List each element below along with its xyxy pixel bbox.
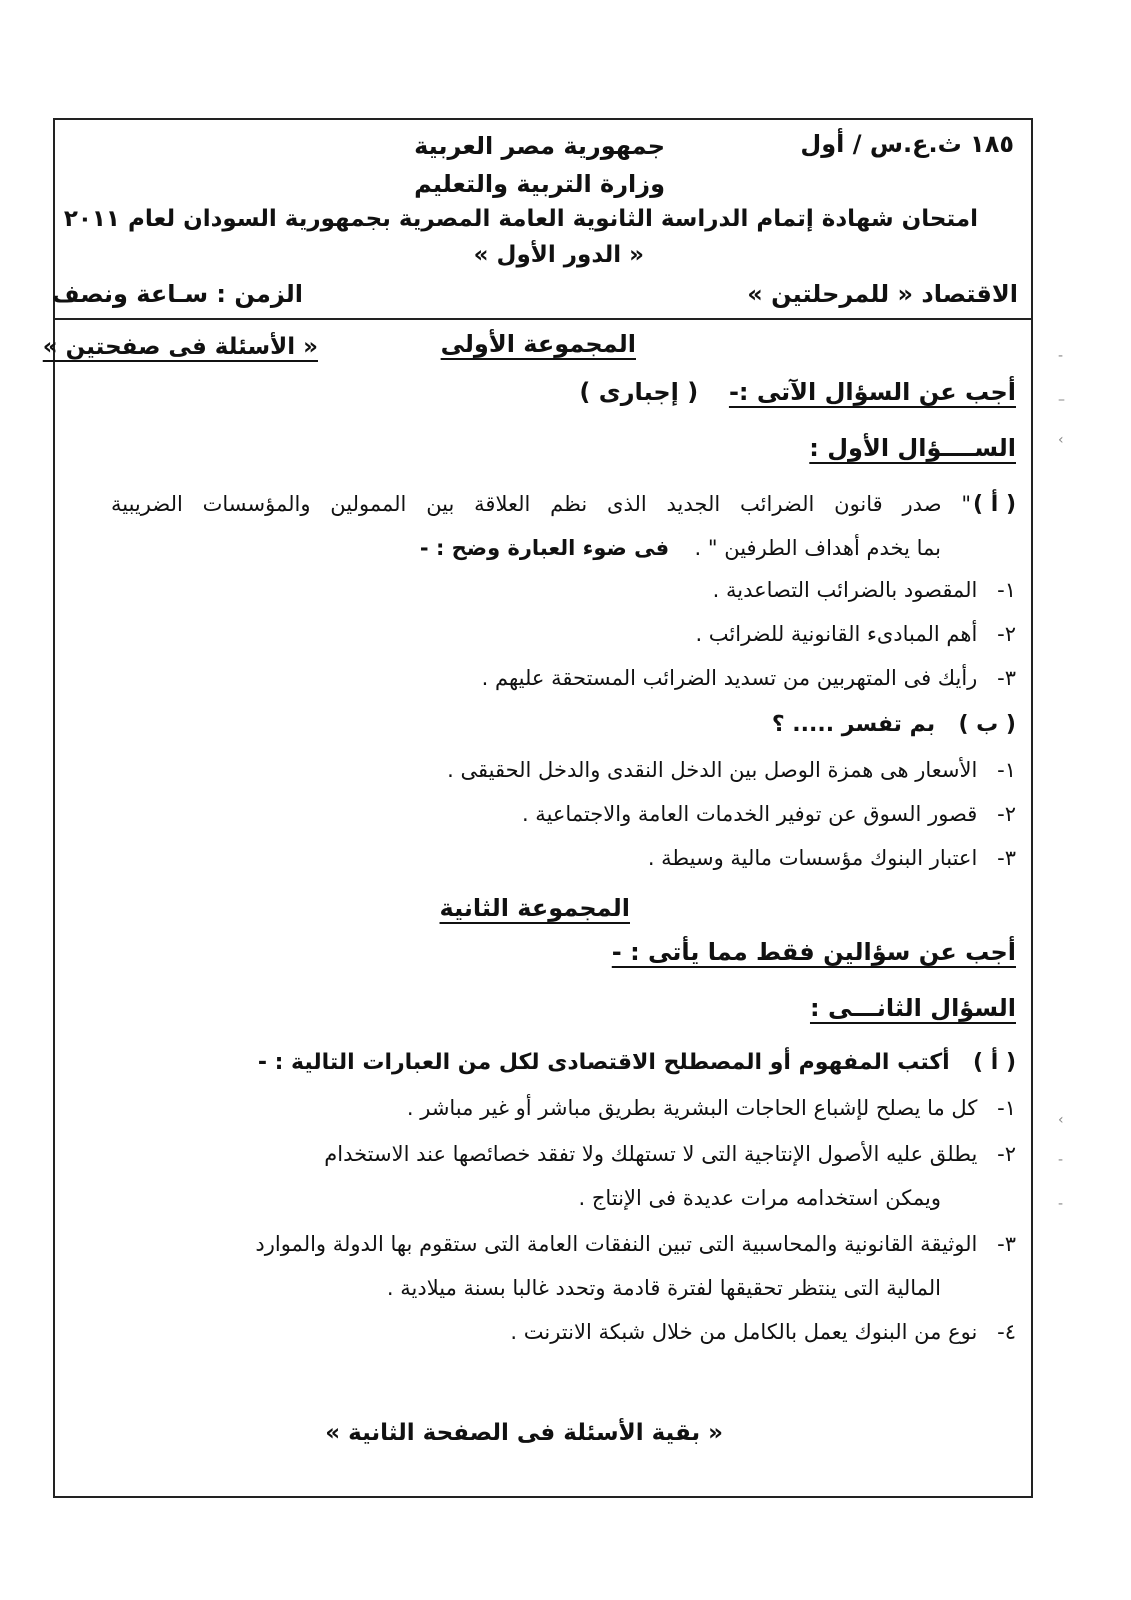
q1b-item-1 xyxy=(447,758,1016,783)
q1-part-b-prompt: بم تفسر ..... ؟ xyxy=(771,712,936,737)
q2a-item-4 xyxy=(510,1320,1016,1345)
exam-session: « الدور الأول » xyxy=(473,242,644,268)
q1-part-b xyxy=(772,712,1016,738)
item-number: ١- xyxy=(997,1096,1016,1120)
q1b-item-3 xyxy=(648,846,1016,871)
q2-part-a-prompt: أكتب المفهوم أو المصطلح الاقتصادى لكل من العبارات التالية : - xyxy=(257,1050,950,1075)
item-text: الوثيقة القانونية والمحاسبية التى تبين النفقات العامة التى ستقوم بها الدولة والموارد xyxy=(255,1232,978,1256)
exam-title: امتحان شهادة إتمام الدراسة الثانوية العامة المصرية بجمهورية السودان لعام ٢٠١١ xyxy=(63,206,978,232)
item-number: ٢- xyxy=(997,802,1016,826)
q1a-item-2 xyxy=(695,622,1016,647)
item-number: ٢- xyxy=(997,622,1016,646)
item-number: ١- xyxy=(997,758,1016,782)
item-text: رأيك فى المتهربين من تسديد الضرائب المستحقة عليهم . xyxy=(481,666,978,690)
item-number: ٢- xyxy=(997,1142,1016,1166)
subject: الاقتصاد « للمرحلتين » xyxy=(747,280,1018,308)
q1-part-a-marker: ( أ ) xyxy=(973,492,1016,517)
q2a-item-1 xyxy=(407,1096,1016,1121)
item-text: الأسعار هى همزة الوصل بين الدخل النقدى والدخل الحقيقى . xyxy=(447,758,978,782)
q2a-item-3-line2: المالية التى ينتظر تحقيقها لفترة قادمة وتحدد غالبا بسنة ميلادية . xyxy=(386,1276,941,1300)
item-number: ٣- xyxy=(997,846,1016,870)
scan-mark: - xyxy=(1058,1196,1064,1212)
group2-title: المجموعة الثانية xyxy=(439,894,630,922)
q2-part-a-marker: ( أ ) xyxy=(973,1050,1016,1075)
group1-instruction xyxy=(579,378,1016,407)
scan-mark: – xyxy=(1058,392,1065,408)
q2a-item-2 xyxy=(324,1142,1016,1167)
q2-part-a xyxy=(258,1050,1016,1076)
item-number: ١- xyxy=(997,578,1016,602)
q1a-item-3 xyxy=(482,666,1016,691)
item-text: اعتبار البنوك مؤسسات مالية وسيطة . xyxy=(647,846,978,870)
item-text: نوع من البنوك يعمل بالكامل من خلال شبكة الانترنت . xyxy=(510,1320,978,1344)
pages-note-text: « الأسئلة فى صفحتين » xyxy=(42,334,318,360)
group2-instruction: أجب عن سؤالين فقط مما يأتى : - xyxy=(611,938,1016,966)
instruction-note: ( إجبارى ) xyxy=(579,378,699,406)
item-number: ٤- xyxy=(997,1320,1016,1344)
item-text: أهم المبادىء القانونية للضرائب . xyxy=(695,622,978,646)
ministry-name: وزارة التربية والتعليم xyxy=(414,170,665,198)
scan-mark: ‹ xyxy=(1058,1112,1064,1128)
q1-part-b-marker: ( ب ) xyxy=(958,712,1016,737)
item-text: قصور السوق عن توفير الخدمات العامة والاجتماعية . xyxy=(521,802,978,826)
q1-part-a-line2 xyxy=(420,536,941,561)
q1-part-a-text-line2: بما يخدم أهداف الطرفين " . xyxy=(694,536,941,560)
duration: الزمن : سـاعة ونصف xyxy=(51,280,303,308)
q1b-item-2 xyxy=(522,802,1016,827)
header-divider xyxy=(53,318,1033,320)
item-text: كل ما يصلح لإشباع الحاجات البشرية بطريق مباشر أو غير مباشر . xyxy=(406,1096,978,1120)
item-text: المقصود بالضرائب التصاعدية . xyxy=(712,578,978,602)
question2-label: السؤال الثانـــى : xyxy=(809,994,1016,1022)
q2a-item-2-line2: ويمكن استخدامه مرات عديدة فى الإنتاج . xyxy=(578,1186,941,1210)
q1a-item-1 xyxy=(713,578,1016,603)
item-text: يطلق عليه الأصول الإنتاجية التى لا تستهلك ولا تفقد خصائصها عند الاستخدام xyxy=(324,1142,978,1166)
scan-mark: - xyxy=(1058,1152,1064,1168)
exam-code: ١٨٥ ث.ع.س / أول xyxy=(800,130,1014,158)
continued-note: « بقية الأسئلة فى الصفحة الثانية » xyxy=(325,1420,723,1446)
scan-mark: - xyxy=(1058,348,1064,364)
item-number: ٣- xyxy=(997,1232,1016,1256)
country-name: جمهورية مصر العربية xyxy=(414,132,665,160)
q1-part-a-text-line1: " صدر قانون الضرائب الجديد الذى نظم العلاقة بين الممولين والمؤسسات الضريبية xyxy=(111,492,971,516)
scan-mark: ‹ xyxy=(1058,432,1064,448)
group1-title: المجموعة الأولى xyxy=(440,330,636,358)
q1-part-a-prompt: فى ضوء العبارة وضح : - xyxy=(419,536,670,560)
pages-note xyxy=(43,334,318,362)
question1-label: الســــؤال الأول : xyxy=(809,434,1016,462)
q2a-item-3 xyxy=(255,1232,1016,1257)
item-number: ٣- xyxy=(997,666,1016,690)
instruction-main: أجب عن السؤال الآتى :- xyxy=(728,378,1016,406)
